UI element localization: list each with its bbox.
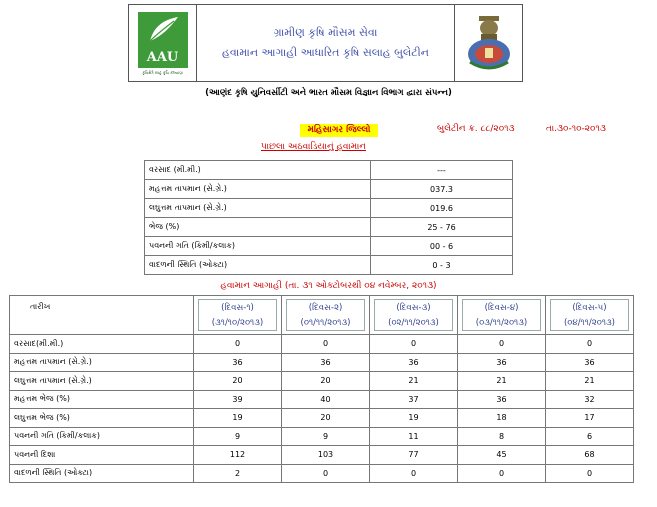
imd-emblem: [454, 5, 522, 81]
forecast-value: 0: [458, 464, 546, 483]
forecast-row: [10, 353, 634, 372]
leaf-icon: [146, 15, 180, 45]
forecast-value: 39: [194, 390, 282, 409]
weather-row: [145, 256, 513, 275]
forecast-value: 20: [282, 372, 370, 391]
forecast-table: [9, 295, 634, 483]
forecast-title: હવામાન આગાહી (તા. ૩૧ ઓક્ટોબરથી ૦૪ નવેમ્બર, ૨૦૧૩): [220, 281, 437, 291]
forecast-row: [10, 409, 634, 428]
emblem-icon: [464, 12, 514, 74]
forecast-value: 0: [370, 335, 458, 354]
forecast-label: પવનની દિશા: [10, 446, 194, 465]
district-label: મહિસાગર જિલ્લો: [300, 124, 378, 137]
prev-week-title: પાછલા અઠવાડિયાનું હવામાન: [261, 142, 367, 152]
day-box: [286, 299, 365, 331]
forecast-value: 68: [546, 446, 634, 465]
forecast-label: મહત્તમ ભેજ (%): [10, 390, 194, 409]
weather-label: વાદળની સ્થિતિ (ઓક્ટા): [145, 256, 371, 275]
forecast-value: 77: [370, 446, 458, 465]
forecast-value: 36: [282, 353, 370, 372]
forecast-value: 11: [370, 427, 458, 446]
forecast-value: 36: [458, 390, 546, 409]
day-name: (દિવસ-૪): [484, 302, 519, 313]
subline: (આણંદ કૃષિ યુનિવર્સીટી અને ભારત મૌસમ વિજ્ઞાન વિભાગ દ્વારા સંપન્ન): [205, 88, 452, 98]
forecast-day-header: [370, 296, 458, 335]
forecast-value: 45: [458, 446, 546, 465]
forecast-value: 32: [546, 390, 634, 409]
weather-row: [145, 199, 513, 218]
forecast-value: 6: [546, 427, 634, 446]
day-name: (દિવસ-૧): [221, 302, 254, 313]
weather-label: મહત્તમ તાપમાન (સે.ગ્રે.): [145, 180, 371, 199]
day-name: (દિવસ-૩): [396, 302, 431, 313]
forecast-value: 36: [458, 353, 546, 372]
forecast-value: 0: [282, 464, 370, 483]
forecast-row: [10, 446, 634, 465]
forecast-value: 40: [282, 390, 370, 409]
forecast-value: 2: [194, 464, 282, 483]
weather-row: [145, 218, 513, 237]
weather-label: લઘુત્તમ તાપમાન (સે.ગ્રે.): [145, 199, 371, 218]
day-name: (દિવસ-૫): [572, 302, 607, 313]
forecast-value: 0: [194, 335, 282, 354]
forecast-value: 0: [546, 335, 634, 354]
forecast-value: 8: [458, 427, 546, 446]
prev-week-table: [144, 160, 513, 275]
forecast-value: 21: [370, 372, 458, 391]
logo-text: AAU: [146, 49, 179, 65]
bulletin-title: [197, 5, 454, 81]
forecast-value: 37: [370, 390, 458, 409]
day-date: (૦૩/૧૧/૨૦૧૩): [475, 317, 528, 328]
day-date: (૦૨/૧૧/૨૦૧૩): [388, 317, 439, 328]
forecast-value: 20: [282, 409, 370, 428]
forecast-row: [10, 372, 634, 391]
forecast-value: 112: [194, 446, 282, 465]
forecast-value: 18: [458, 409, 546, 428]
forecast-corner: તારીખ: [10, 296, 194, 335]
forecast-value: 17: [546, 409, 634, 428]
forecast-label: લઘુત્તમ તાપમાન (સે.ગ્રે.): [10, 372, 194, 391]
forecast-row: [10, 427, 634, 446]
logo-tagline: કૃષિક્ષેત્રે રાષ્ટ્ર કૃષિ કલ્યાણ: [142, 69, 183, 75]
forecast-label: મહત્તમ તાપમાન (સે.ગ્રે.): [10, 353, 194, 372]
forecast-label: લઘુત્તમ ભેજ (%): [10, 409, 194, 428]
bulletin-date: તા.૩૦-૧૦-૨૦૧૩: [546, 124, 606, 134]
forecast-value: 20: [194, 372, 282, 391]
forecast-row: [10, 390, 634, 409]
forecast-value: 21: [546, 372, 634, 391]
weather-label: વરસાદ (મી.મી.): [145, 161, 371, 180]
bulletin-number: બુલેટીન ક્ર. ૮૮/૨૦૧૩: [437, 124, 515, 134]
forecast-day-header: [546, 296, 634, 335]
weather-value: 037.3: [371, 180, 513, 199]
day-box: [550, 299, 629, 331]
weather-label: ભેજ (%): [145, 218, 371, 237]
forecast-value: 9: [194, 427, 282, 446]
weather-value: 019.6: [371, 199, 513, 218]
day-box: [198, 299, 277, 331]
forecast-value: 9: [282, 427, 370, 446]
weather-value: ---: [371, 161, 513, 180]
forecast-value: 0: [458, 335, 546, 354]
forecast-day-header: [194, 296, 282, 335]
day-date: (૩૧/૧૦/૨૦૧૩): [211, 317, 264, 328]
forecast-value: 36: [546, 353, 634, 372]
aau-logo: [129, 5, 197, 81]
forecast-row: [10, 464, 634, 483]
forecast-value: 0: [282, 335, 370, 354]
forecast-value: 19: [194, 409, 282, 428]
forecast-day-header: [458, 296, 546, 335]
weather-label: પવનની ગતિ (કિમી/કલાક): [145, 237, 371, 256]
forecast-value: 0: [546, 464, 634, 483]
forecast-value: 21: [458, 372, 546, 391]
weather-row: [145, 237, 513, 256]
forecast-label: પવનની ગતિ (કિમી/કલાક): [10, 427, 194, 446]
forecast-label: વાદળની સ્થિતિ (ઓક્ટા): [10, 464, 194, 483]
forecast-label: વરસાદ(મી.મી.): [10, 335, 194, 354]
day-name: (દિવસ-૨): [308, 302, 343, 313]
forecast-value: 36: [194, 353, 282, 372]
forecast-value: 36: [370, 353, 458, 372]
bulletin-header: [128, 4, 523, 82]
forecast-row: [10, 335, 634, 354]
weather-value: 0 - 3: [371, 256, 513, 275]
weather-row: [145, 161, 513, 180]
forecast-value: 19: [370, 409, 458, 428]
forecast-value: 0: [370, 464, 458, 483]
title-line-2: હવામાન આગાહી આધારિત કૃષિ સલાહ બુલેટીન: [222, 46, 429, 59]
forecast-day-header: [282, 296, 370, 335]
day-date: (૦૧/૧૧/૨૦૧૩): [300, 317, 351, 328]
title-line-1: ગ્રામીણ કૃષિ મૌસમ સેવા: [273, 26, 378, 39]
day-date: (૦૪/૧૧/૨૦૧૩): [563, 317, 615, 328]
weather-row: [145, 180, 513, 199]
day-box: [374, 299, 453, 331]
weather-value: 25 - 76: [371, 218, 513, 237]
forecast-value: 103: [282, 446, 370, 465]
weather-value: 00 - 6: [371, 237, 513, 256]
day-box: [462, 299, 541, 331]
